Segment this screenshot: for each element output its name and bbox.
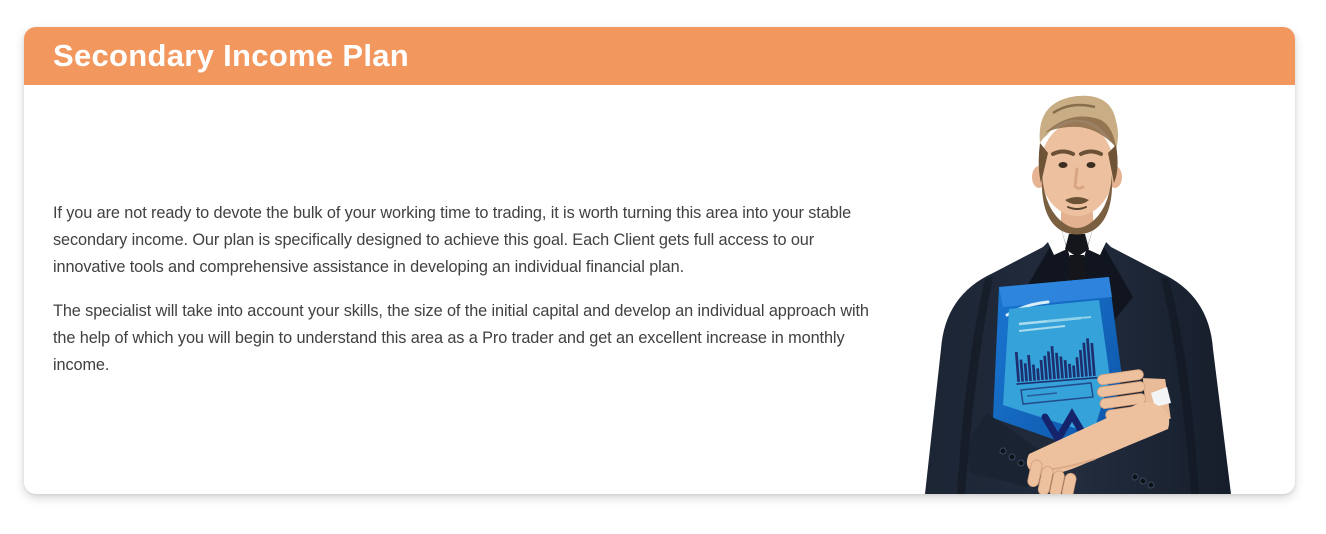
right-eye	[1087, 162, 1096, 168]
intro-paragraph: If you are not ready to devote the bulk of your working time to trading, it is worth turning this area into your stable secondary income. Our plan is specifically designed to achieve this goal. Each Client gets full access to our innovative tools and comprehensive assistance in developing an individual financial plan.	[53, 204, 852, 276]
description-text-block	[53, 85, 875, 494]
card-body	[24, 85, 1295, 494]
page-title: Secondary Income Plan	[53, 38, 410, 73]
businessman-illustration	[895, 85, 1267, 494]
details-paragraph: The specialist will take into account your skills, the size of the initial capital and develop an individual approach with the help of which you will begin to understand this area as a Pro trader and get an excellent increase in monthly income.	[53, 302, 869, 374]
secondary-income-plan-card	[24, 27, 1295, 494]
left-eye	[1059, 162, 1068, 168]
card-header	[24, 27, 1295, 85]
businessman-photo	[895, 85, 1267, 494]
